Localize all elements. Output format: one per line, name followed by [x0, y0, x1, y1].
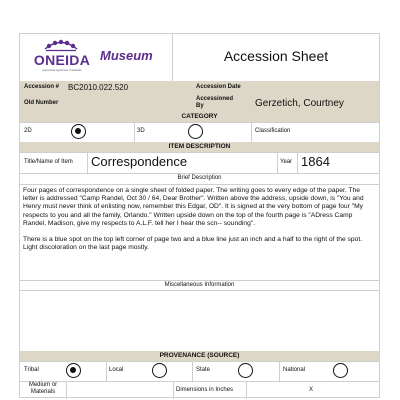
accessioned-by-value[interactable]: Gerzetich, Courtney	[255, 98, 344, 109]
provenance-local-radio[interactable]	[152, 363, 167, 378]
logo-name: ONEIDA	[33, 52, 91, 68]
provenance-state-label: State	[196, 367, 211, 373]
description-paragraph-1: Four pages of correspondence on a single sheet of folded paper. The writing goes to every edge of the paper. The letter is addressed "Camp Randel, Oct 30 / 64, Dear Brother". Written above the address, upside down, is "You and Henry must never think of enlisting now, remember this Edgar, OD". It is signed at the very bottom of page four "My respects to you and all the family, Orlando." Written upside down on the top of the fourth page is "ADress Camp Randel, Madison, give my respects to A.L.F. tell her I hear the scn-- sounding".	[23, 187, 364, 227]
title-name-label: Title/Name of Item	[24, 159, 73, 165]
app-title: Museum	[100, 48, 153, 63]
medium-materials-label: Medium or Materials	[28, 382, 58, 395]
logo-emblem-icon	[41, 38, 81, 52]
misc-info-label: Miscellaneous Information	[164, 282, 235, 288]
accession-number-label: Accession #	[24, 84, 60, 90]
accession-sheet	[19, 33, 380, 398]
dimensions-label: Dimensions in Inches	[176, 387, 234, 393]
accessioned-by-label: Accessioned By	[196, 96, 234, 109]
provenance-national-radio[interactable]	[333, 363, 348, 378]
title-name-value[interactable]: Correspondence	[91, 154, 188, 169]
accession-number-value[interactable]: BC2010.022.520	[68, 82, 129, 92]
category-header: CATEGORY	[20, 112, 379, 122]
item-description-header: ITEM DESCRIPTION	[20, 142, 379, 152]
category-3d-label: 3D	[137, 128, 145, 134]
oneida-logo	[28, 38, 96, 80]
old-number-label: Old Number	[24, 100, 59, 106]
classification-label: Classification	[255, 128, 291, 134]
logo-tagline: Agwanisnik Agwehane Yukwatohe	[42, 69, 82, 72]
provenance-tribal-label: Tribal	[24, 367, 39, 373]
provenance-header: PROVENANCE (SOURCE)	[20, 351, 379, 361]
category-2d-radio[interactable]	[71, 124, 86, 139]
provenance-state-radio[interactable]	[238, 363, 253, 378]
description-paragraph-2: There is a blue spot on the top left corner of page two and a blue line just an inch and a half to the right of the spot. Light discoloration on the last page mostly.	[23, 236, 363, 252]
category-3d-radio[interactable]	[188, 124, 203, 139]
brief-description-text[interactable]	[20, 187, 379, 287]
misc-info-field[interactable]	[20, 291, 379, 351]
provenance-tribal-radio[interactable]	[66, 363, 81, 378]
brief-description-label: Brief Description	[177, 175, 222, 181]
category-2d-label: 2D	[24, 128, 32, 134]
provenance-national-label: National	[283, 367, 306, 373]
accession-date-label: Accession Date	[196, 84, 241, 90]
provenance-local-label: Local	[109, 367, 124, 373]
sheet-title: Accession Sheet	[223, 48, 329, 64]
year-value[interactable]: 1864	[301, 154, 330, 169]
dimensions-separator: X	[309, 387, 314, 393]
year-label: Year	[280, 159, 293, 165]
